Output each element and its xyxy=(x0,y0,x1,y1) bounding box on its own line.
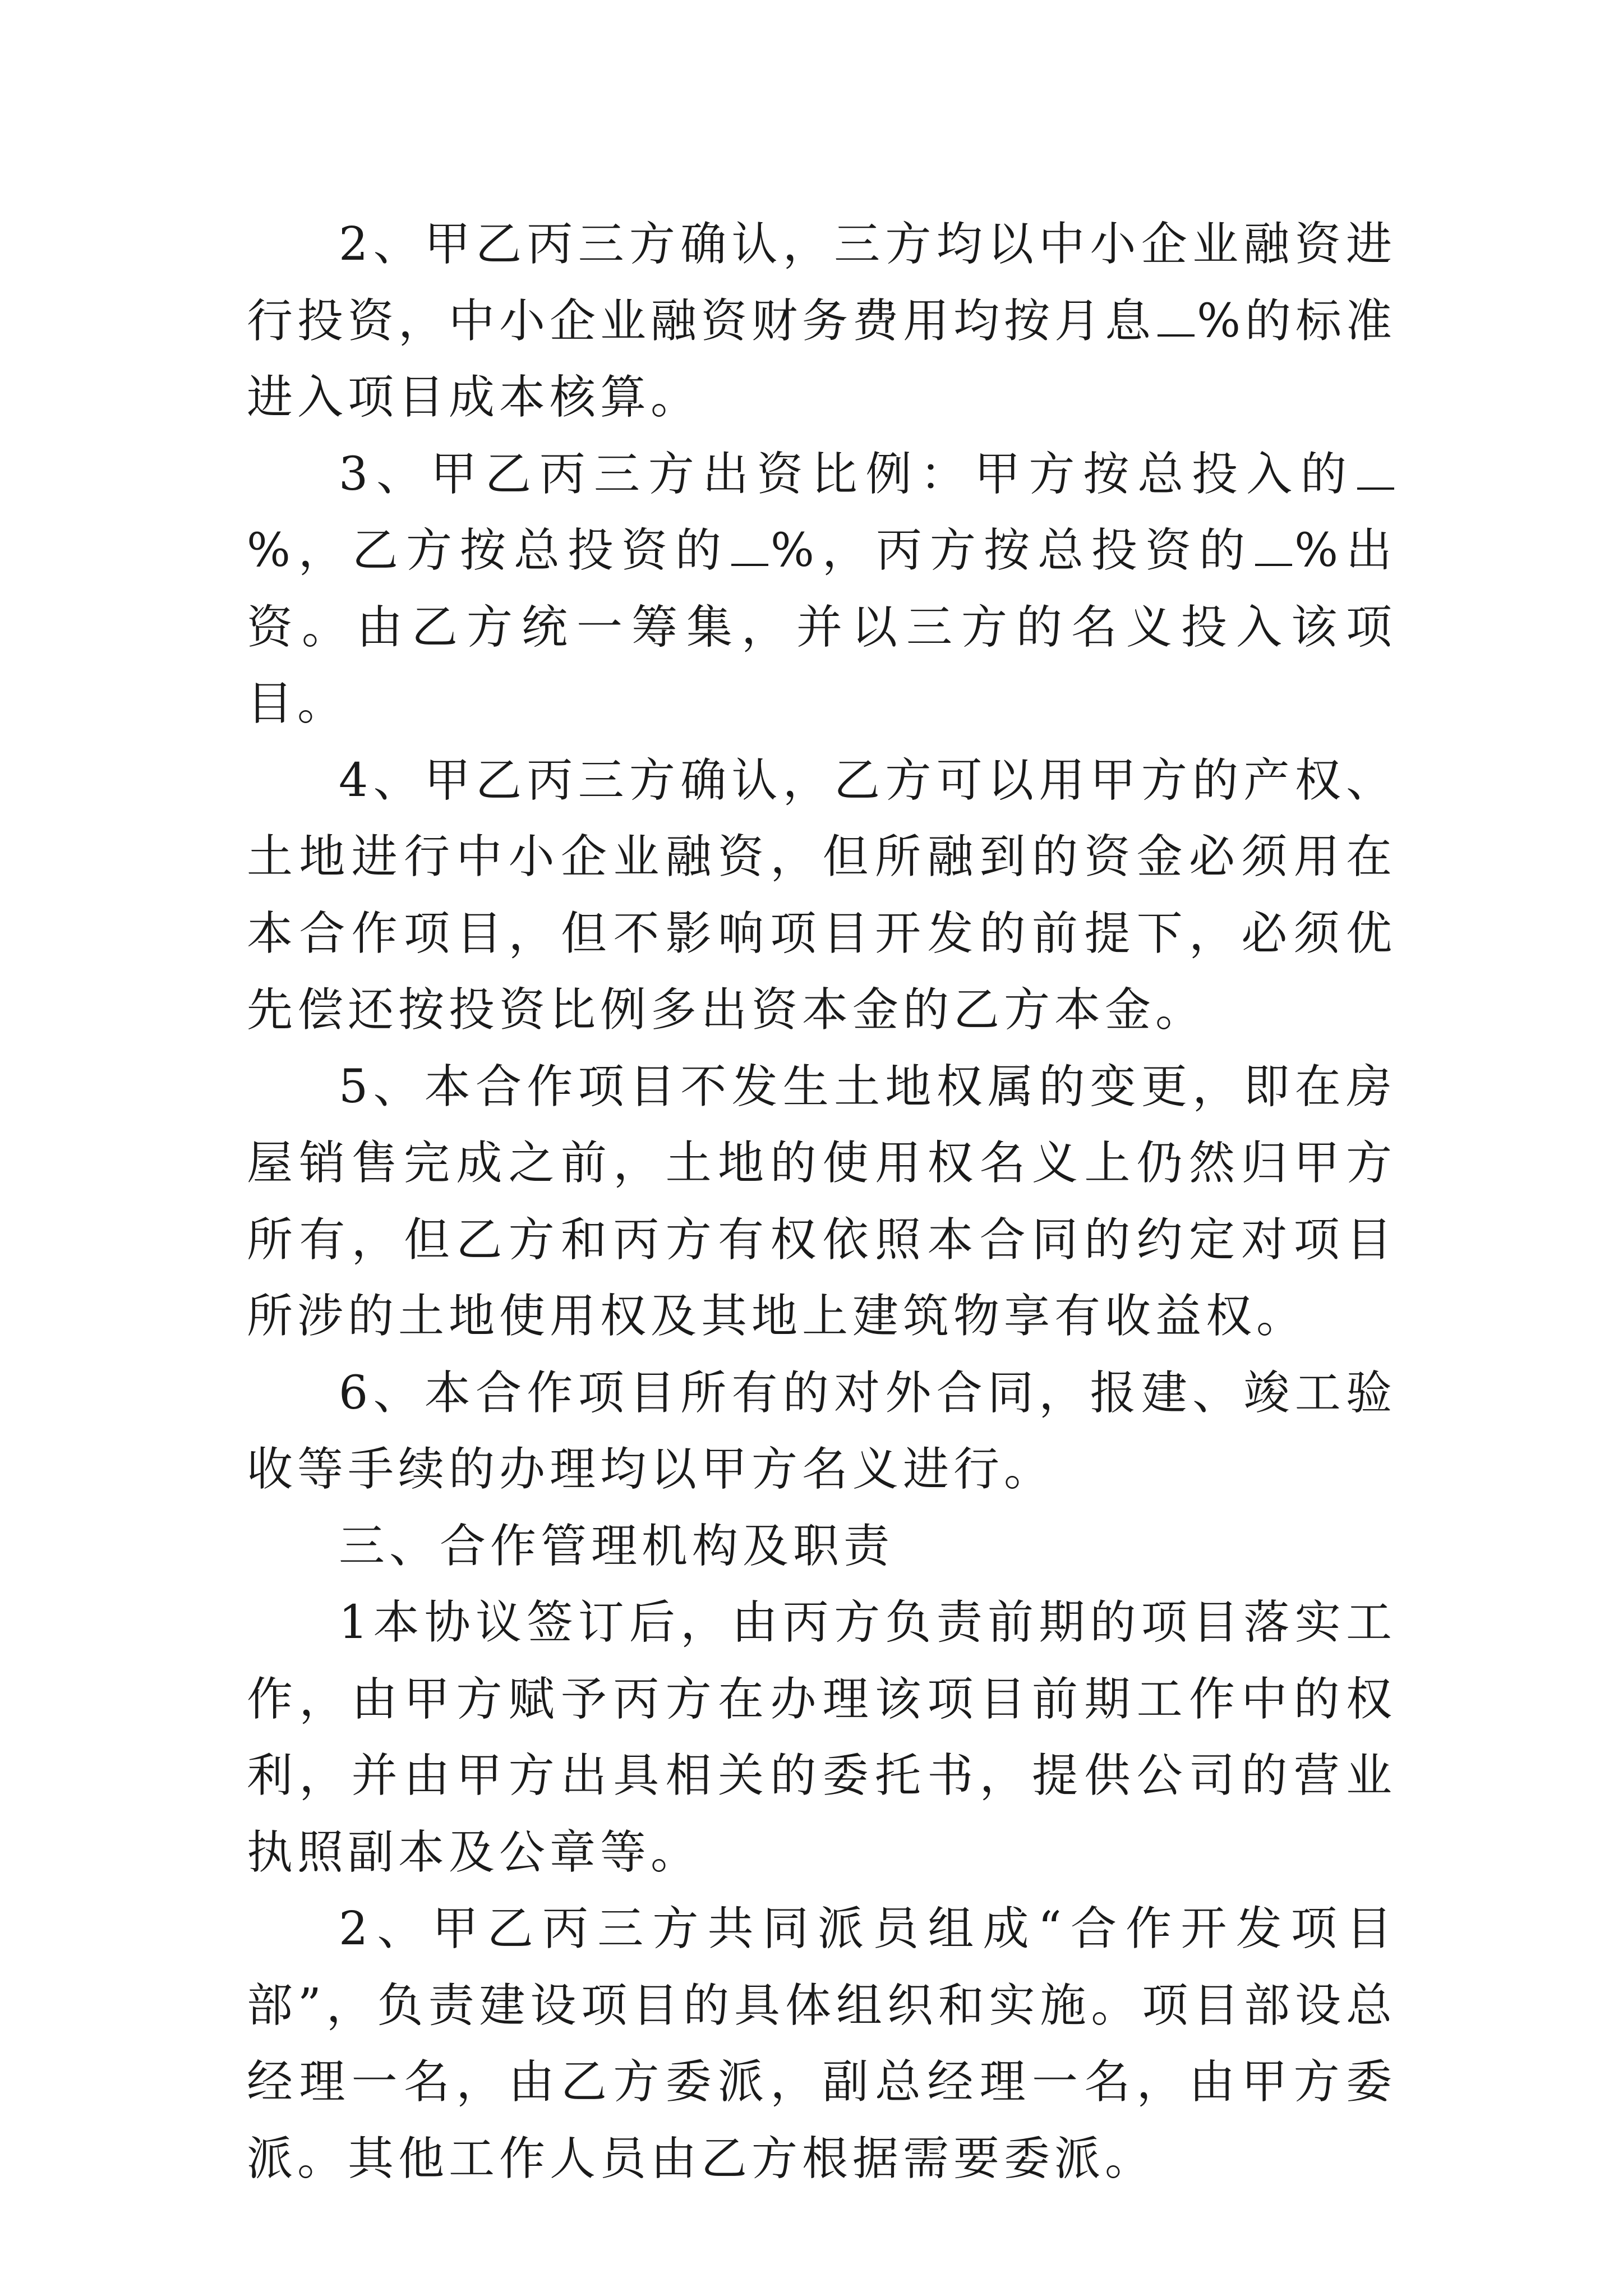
paragraph-text: 2、甲乙丙三方共同派员组成“合作开发项目部”，负责建设项目的具体组织和实施。项目部设总经理一名，由乙方委派，副总经理一名，由甲方委派。其他工作人员由乙方根据需要委派。 xyxy=(247,1902,1396,2185)
paragraph-text: 3、甲乙丙三方出资比例：甲方按总投入的 xyxy=(339,447,1355,501)
paragraph-text: %，丙方按总投资的 xyxy=(771,524,1253,577)
paragraph-2-financing xyxy=(247,206,1396,436)
paragraph-text: 4、甲乙丙三方确认，乙方可以用甲方的产权、土地进行中小企业融资，但所融到的资金必须用在本合作项目，但不影响项目开发的前提下，必须优先偿还按投资比例多出资本金的乙方本金。 xyxy=(247,753,1396,1037)
section-heading-text: 三、合作管理机构及职责 xyxy=(339,1519,895,1573)
paragraph-text: 1本协议签订后，由丙方负责前期的项目落实工作，由甲方赋予丙方在办理该项目前期工作中的权利，并由甲方出具相关的委托书，提供公司的营业执照副本及公章等。 xyxy=(247,1596,1396,1879)
paragraph-text: %出资。由乙方统一筹集，并以三方的名义投入该项目。 xyxy=(247,524,1396,730)
section-heading-management xyxy=(247,1508,1396,1585)
paragraph-1-authorization xyxy=(247,1585,1396,1891)
blank-field xyxy=(1158,301,1195,337)
paragraph-text: 2、甲乙丙三方确认，三方均以中小企业融资进行投资，中小企业融资财务费用均按月息 xyxy=(247,218,1396,348)
blank-field xyxy=(731,530,768,566)
blank-field xyxy=(1357,454,1394,490)
blank-field xyxy=(1255,530,1292,566)
paragraph-text: 6、本合作项目所有的对外合同，报建、竣工验收等手续的办理均以甲方名义进行。 xyxy=(247,1366,1396,1496)
paragraph-text: 5、本合作项目不发生土地权属的变更，即在房屋销售完成之前，土地的使用权名义上仍然归甲方所有，但乙方和丙方有权依照本合同的约定对项目所涉的土地使用权及其地上建筑物享有收益权。 xyxy=(247,1060,1396,1343)
paragraph-4-property-financing xyxy=(247,743,1396,1049)
paragraph-6-contracts xyxy=(247,1355,1396,1508)
paragraph-text: %的标准进入项目成本核算。 xyxy=(247,294,1396,424)
paragraph-2-project-department xyxy=(247,1891,1396,2197)
paragraph-5-land-rights xyxy=(247,1049,1396,1355)
paragraph-3-contribution-ratio xyxy=(247,436,1396,743)
document-body xyxy=(247,206,1396,2197)
paragraph-text: %，乙方按总投资的 xyxy=(247,524,730,577)
